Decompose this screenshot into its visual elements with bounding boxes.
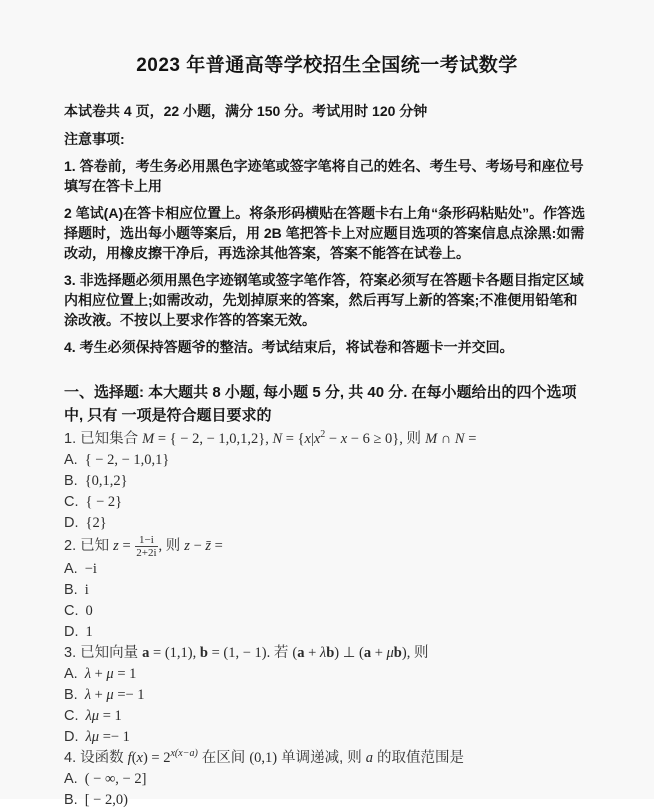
text-segment: ( − ∞, − 2] [84, 771, 147, 787]
text-segment: = 1 [113, 666, 137, 682]
notices [64, 156, 590, 357]
option-label: B. [64, 473, 78, 489]
text-segment: b [199, 645, 208, 661]
option-label: B. [64, 687, 78, 703]
text-segment: 0 [85, 603, 93, 619]
question-option [64, 559, 590, 580]
text-segment: a [365, 750, 374, 766]
text-segment: λμ [85, 729, 100, 745]
text-segment: , [158, 537, 166, 554]
option-label: D. [64, 624, 79, 640]
text-segment: 则 [413, 645, 429, 661]
question-option [64, 450, 590, 471]
text-segment: = { − 2, − 1,0,1,2}, [154, 431, 273, 447]
question-option [64, 664, 590, 685]
text-segment: i [84, 582, 89, 598]
option-label: A. [64, 666, 78, 682]
text-segment: {0,1,2} [84, 473, 128, 489]
option-label: D. [64, 729, 79, 745]
question-option [64, 685, 590, 706]
text-segment: M [425, 431, 438, 447]
text-segment: { − 2, − 1,0,1} [84, 452, 170, 468]
option-label: C. [64, 708, 79, 724]
option-label: A. [64, 452, 78, 468]
option-label: A. [64, 771, 78, 787]
notice-heading: 注意事项: [64, 131, 125, 147]
text-segment: f [127, 750, 132, 766]
option-label: B. [64, 582, 78, 598]
text-segment: −i [84, 561, 97, 577]
text-segment: − 6 ≥ 0}, [347, 431, 407, 447]
text-segment: 若 [273, 645, 293, 661]
notice-item: 2 笔试(A)在答卡相应位置上。将条形码横贴在答题卡右上角“条形码粘贴处”。作答选择题时，选出每小题等案后，用 2B 笔把答卡上对应题目选项的答案信息点涂黑:如需改动，用橡皮擦干净后，再选涂其他答案，答案不能答在试卷上。 [64, 205, 586, 261]
text-segment: 3. 已知向量 [64, 645, 143, 661]
notice-item: 1. 答卷前，考生务必用黑色字迹笔或签字笔将自己的姓名、考生号、考场号和座位号填写在答卡上用 [64, 158, 584, 194]
fraction [135, 534, 157, 559]
text-segment: ) = 2 [142, 750, 171, 766]
text-segment: + [90, 666, 107, 682]
text-segment: λ [319, 645, 327, 661]
text-segment: b [326, 645, 335, 661]
question-option [64, 727, 590, 748]
text-segment: 2. 已知 [64, 537, 114, 554]
text-segment: = 1 [99, 708, 122, 724]
text-segment: ) ⊥ ( [334, 645, 364, 661]
question-option [64, 471, 590, 492]
text-segment: λ [84, 666, 91, 682]
text-segment: a [363, 645, 372, 661]
question-option [64, 769, 590, 790]
text-segment: 则 [406, 431, 426, 447]
text-segment: a [297, 645, 305, 661]
fraction-numerator: 1−i [139, 534, 154, 546]
exam-meta-line: 本试卷共 4 页，22 小题，满分 150 分。考试用时 120 分钟 [64, 103, 428, 119]
text-segment: = [118, 537, 135, 554]
text-segment: x [304, 431, 311, 447]
text-segment: z [113, 537, 119, 554]
question-option [64, 492, 590, 513]
text-segment: = (1,1), [149, 645, 200, 661]
option-label: C. [64, 494, 79, 510]
question-option [64, 580, 590, 601]
text-segment: x [340, 431, 348, 447]
question-option [64, 622, 590, 643]
question-stem [64, 534, 590, 559]
text-segment: [ − 2,0) [84, 792, 128, 808]
text-segment: x [136, 750, 143, 766]
text-segment: 2 [320, 429, 326, 441]
text-segment: ( [131, 750, 137, 766]
question-option [64, 706, 590, 727]
text-segment: a [142, 645, 150, 661]
section-header: 一、选择题: 本大题共 8 小题, 每小题 5 分, 共 40 分. 在每小题给出的四个选项中, 只有 一项是符合题目要求的 [64, 384, 577, 424]
option-label: A. [64, 561, 78, 577]
notice-item: 3. 非选择题必须用黑色字迹钢笔或签字笔作答，符案必须写在答题卡各题目指定区域内相应位置上;如需改动，先划掉原来的答案，然后再写上新的答案;不准便用铅笔和涂改液。不按以上要求作答的答案无效。 [64, 272, 584, 328]
text-segment: + [304, 645, 320, 661]
text-segment: = { [282, 431, 305, 447]
text-segment: + [90, 687, 107, 703]
question-option [64, 513, 590, 534]
question-stem [64, 429, 590, 450]
text-segment: 则 [165, 537, 185, 554]
text-segment: x(x−a) [170, 748, 198, 760]
question-option [64, 790, 590, 811]
text-segment: 1. [64, 431, 81, 447]
text-segment: 的取值范围是 [373, 750, 465, 766]
text-segment: μ [386, 645, 394, 661]
text-segment: {2} [85, 515, 107, 531]
text-segment: − [189, 537, 206, 554]
text-segment: + [371, 645, 387, 661]
exam-title: 2023 年普通高等学校招生全国统一考试数学 [136, 55, 518, 76]
text-segment: λ [84, 687, 91, 703]
text-segment: z [184, 537, 190, 554]
text-segment: = [211, 537, 223, 554]
text-segment: z̄ [205, 537, 212, 554]
option-label: D. [64, 515, 79, 531]
question-stem [64, 748, 590, 769]
questions [64, 429, 590, 811]
question-option [64, 601, 590, 622]
notice-item: 4. 考生必须保持答题爷的整洁。考试结束后，将试卷和答题卡一并交回。 [64, 339, 514, 355]
text-segment: 单调递减, 则 [277, 750, 366, 766]
text-segment: N [272, 431, 283, 447]
text-segment: − [325, 431, 341, 447]
text-segment: x [313, 431, 321, 447]
text-segment: μ [106, 687, 114, 703]
text-segment: ), [401, 645, 414, 661]
text-segment: =− 1 [113, 687, 145, 703]
text-segment: = [464, 431, 477, 447]
text-segment: { − 2} [85, 494, 123, 510]
text-segment: ∩ [437, 431, 455, 447]
text-segment: 4. 设函数 [64, 750, 128, 766]
text-segment: (0,1) [249, 750, 278, 766]
text-segment: b [393, 645, 402, 661]
question-stem [64, 643, 590, 664]
fraction-denominator: 2+2i [136, 547, 157, 559]
text-segment: = (1, − 1). [207, 645, 274, 661]
text-segment: N [454, 431, 465, 447]
text-segment: 在区间 [197, 750, 250, 766]
text-segment: 已知集合 [80, 431, 143, 447]
text-segment: | [310, 431, 314, 447]
text-segment: ( [292, 645, 298, 661]
text-segment: =− 1 [99, 729, 130, 745]
text-segment: 1 [85, 624, 93, 640]
text-segment: M [142, 431, 155, 447]
text-segment: μ [106, 666, 114, 682]
option-label: B. [64, 792, 78, 808]
option-label: C. [64, 603, 79, 619]
text-segment: λμ [85, 708, 100, 724]
